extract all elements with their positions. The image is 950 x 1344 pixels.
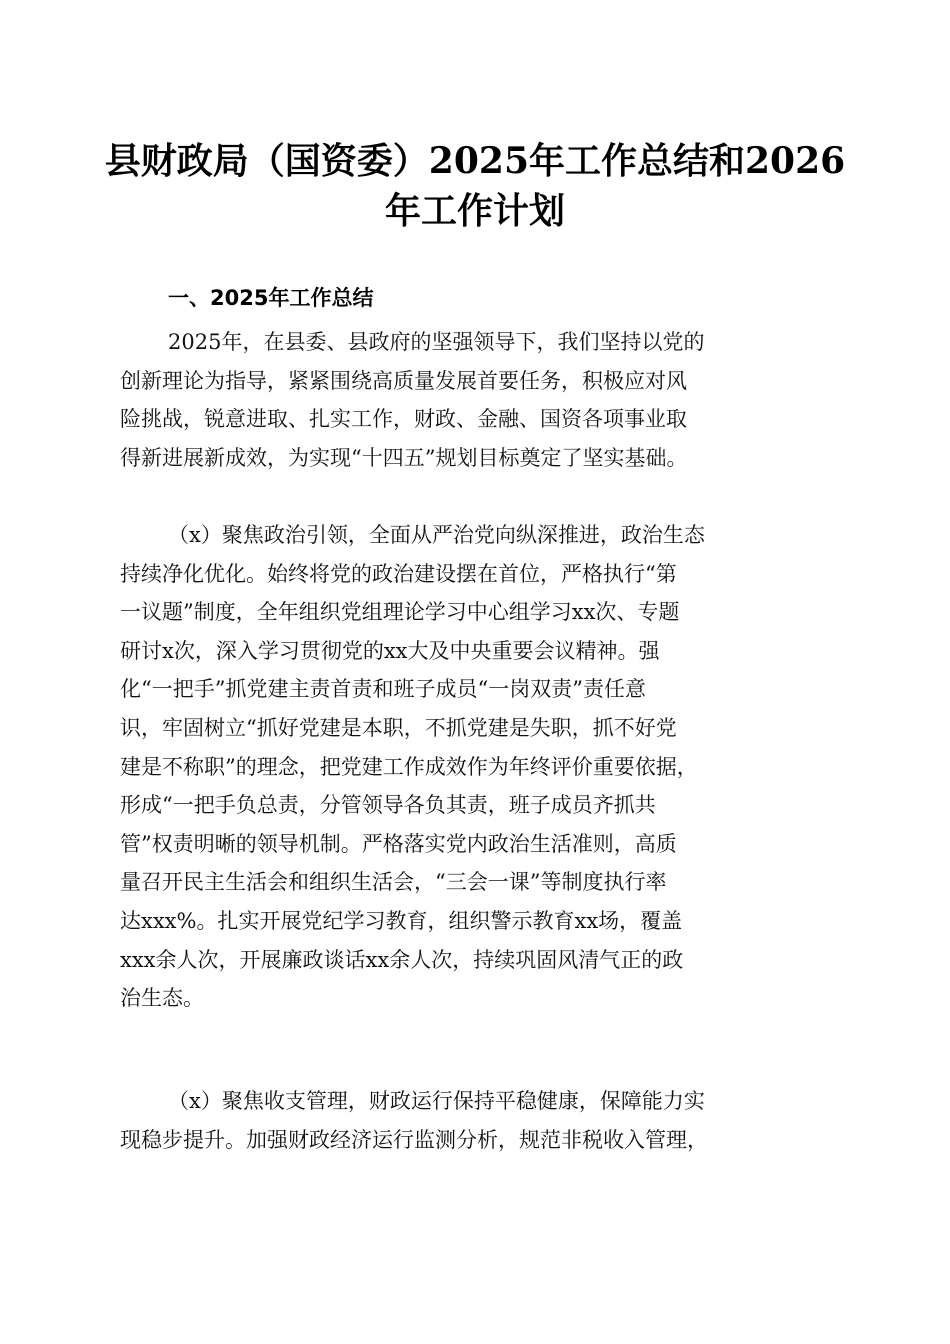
paragraph-1 (120, 323, 840, 477)
paragraph-line: 研讨x次，深入学习贯彻党的xx大及中央重要会议精神。强 (120, 638, 660, 663)
paragraph-line: 2025年，在县委、县政府的坚强领导下，我们坚持以党的 (168, 330, 705, 354)
document-title (95, 136, 855, 236)
paragraph-line: 险挑战，锐意进取、扎实工作，财政、金融、国资各项事业取 (120, 407, 687, 432)
paragraph-line: 达xxx%。扎实开展党纪学习教育，组织警示教育xx场，覆盖 (120, 908, 683, 933)
paragraph-2 (120, 516, 840, 1018)
title-line-2: 年工作计划 (384, 190, 565, 232)
section-heading: 一、2025年工作总结 (168, 286, 374, 310)
paragraph-line: 现稳步提升。加强财政经济运行监测分析，规范非税收入管理， (120, 1127, 708, 1152)
paragraph-line: （x）聚焦政治引领，全面从严治党向纵深推进，政治生态 (168, 523, 705, 547)
paragraph-line: 形成“一把手负总责，分管领导各负其责，班子成员齐抓共 (120, 793, 656, 818)
paragraph-line: 化“一把手”抓党建主责首责和班子成员“一岗双责”责任意 (120, 677, 646, 702)
paragraph-line: 治生态。 (120, 986, 204, 1011)
paragraph-line: 持续净化优化。始终将党的政治建设摆在首位，严格执行“第 (120, 561, 677, 586)
paragraph-line: （x）聚焦收支管理，财政运行保持平稳健康，保障能力实 (168, 1089, 705, 1113)
paragraph-line: 创新理论为指导，紧紧围绕高质量发展首要任务，积极应对风 (120, 368, 687, 393)
paragraph-line: xxx余人次，开展廉政谈话xx余人次，持续巩固风清气正的政 (120, 947, 684, 972)
paragraph-line: 建是不称职”的理念，把党建工作成效作为年终评价重要依据， (120, 754, 698, 779)
paragraph-line: 得新进展新成效，为实现“十四五”规划目标奠定了坚实基础。 (120, 445, 688, 470)
paragraph-line: 识，牢固树立“抓好党建是本职，不抓党建是失职，抓不好党 (120, 715, 677, 740)
paragraph-line: 一议题”制度，全年组织党组理论学习中心组学习xx次、专题 (120, 600, 680, 625)
paragraph-line: 量召开民主生活会和组织生活会，“三会一课”等制度执行率 (120, 870, 667, 895)
paragraph-line: 管”权责明晰的领导机制。严格落实党内政治生活准则，高质 (120, 831, 677, 856)
paragraph-3 (120, 1082, 840, 1159)
title-line-1: 县财政局（国资委）2025年工作总结和2026 (104, 140, 846, 182)
